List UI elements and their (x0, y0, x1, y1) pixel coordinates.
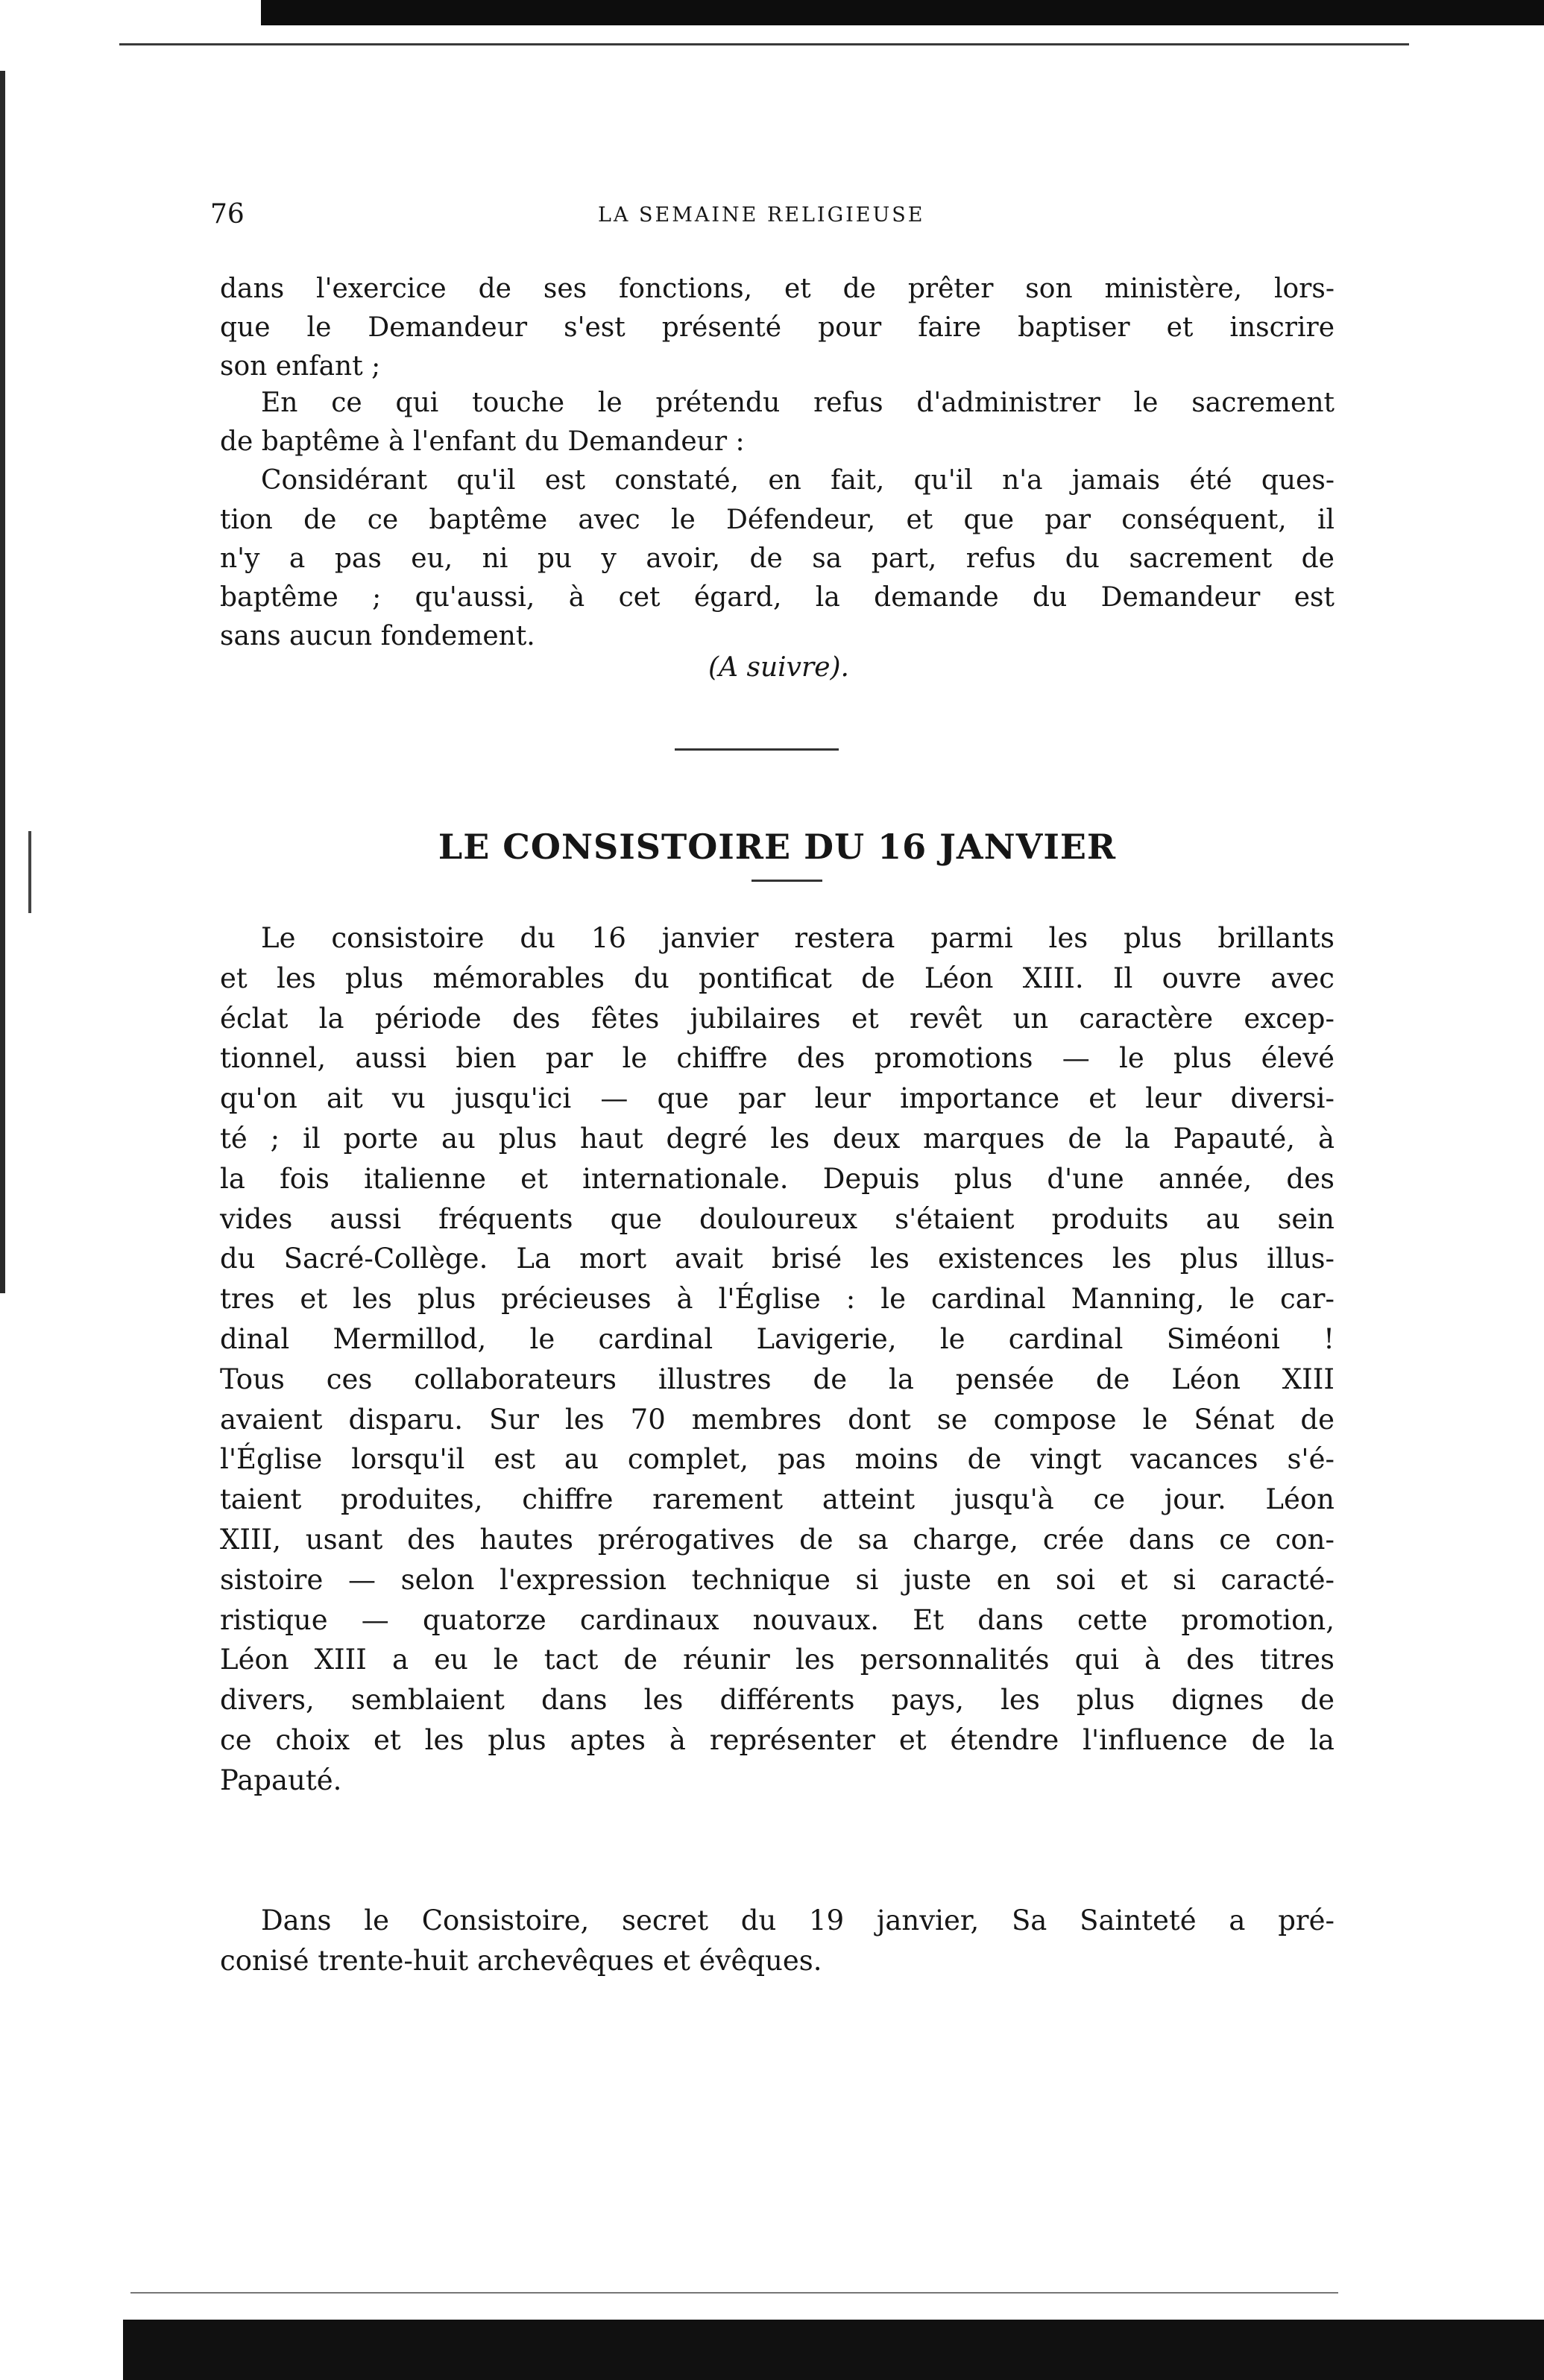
continuation-note: (A suivre). (708, 652, 849, 683)
text-line: tion de ce baptême avec le Défendeur, et que par conséquent, il (220, 504, 1335, 535)
section-divider (675, 748, 839, 751)
text-line: conisé trente-huit archevêques et évêques. (220, 1944, 822, 1977)
text-line: XIII, usant des hautes prérogatives de sa charge, crée dans ce con- (220, 1523, 1335, 1556)
text-line: n'y a pas eu, ni pu y avoir, de sa part, refus du sacrement de (220, 543, 1335, 574)
text-line: sans aucun fondement. (220, 621, 535, 652)
text-line: dans l'exercice de ses fonctions, et de prêter son ministère, lors- (220, 274, 1335, 304)
scan-mark-left (28, 831, 31, 913)
text-line: sistoire — selon l'expression technique si juste en soi et si caracté- (220, 1563, 1335, 1596)
text-line: ce choix et les plus aptes à représenter et étendre l'influence de la (220, 1723, 1335, 1756)
text-line: son enfant ; (220, 351, 381, 382)
text-line: dinal Mermillod, le cardinal Lavigerie, le cardinal Siméoni ! (220, 1322, 1335, 1355)
scan-border-top (261, 0, 1544, 25)
text-line: éclat la période des fêtes jubilaires et revêt un caractère excep- (220, 1002, 1335, 1035)
text-line: avaient disparu. Sur les 70 membres dont se compose le Sénat de (220, 1403, 1335, 1436)
scan-rule-top (119, 43, 1409, 45)
scan-border-bottom (123, 2320, 1544, 2380)
text-line: En ce qui touche le prétendu refus d'administrer le sacrement (261, 388, 1335, 418)
text-line: Tous ces collaborateurs illustres de la pensée de Léon XIII (220, 1363, 1335, 1395)
running-head (210, 200, 1329, 230)
text-line: Considérant qu'il est constaté, en fait, qu'il n'a jamais été ques- (261, 465, 1335, 496)
article2-paragraph-2 (220, 1901, 1335, 1981)
text-line: la fois italienne et internationale. Depuis plus d'une année, des (220, 1162, 1335, 1195)
scan-rule-bottom (130, 2292, 1338, 2294)
text-line: l'Église lorsqu'il est au complet, pas moins de vingt vacances s'é- (220, 1443, 1335, 1476)
text-line: vides aussi fréquents que douloureux s'étaient produits au sein (220, 1202, 1335, 1235)
text-line: Le consistoire du 16 janvier restera parmi les plus brillants (261, 922, 1335, 954)
text-line: du Sacré-Collège. La mort avait brisé les existences les plus illus- (220, 1243, 1335, 1275)
text-line: et les plus mémorables du pontificat de Léon XIII. Il ouvre avec (220, 962, 1335, 994)
text-line: ristique — quatorze cardinaux nouvaux. Et dans cette promotion, (220, 1603, 1335, 1636)
article-title: LE CONSISTOIRE DU 16 JANVIER (438, 827, 1117, 868)
text-line: Papauté. (220, 1764, 342, 1796)
page-number: 76 (210, 199, 245, 230)
text-line: Léon XIII a eu le tact de réunir les personnalités qui à des titres (220, 1644, 1335, 1676)
text-line: tres et les plus précieuses à l'Église : le cardinal Manning, le car- (220, 1283, 1335, 1316)
article1-paragraph-2 (220, 384, 1335, 656)
text-line: tionnel, aussi bien par le chiffre des promotions — le plus élevé (220, 1042, 1335, 1075)
text-line: Dans le Consistoire, secret du 19 janvier, Sa Sainteté a pré- (261, 1904, 1335, 1936)
text-line: baptême ; qu'aussi, à cet égard, la demande du Demandeur est (220, 582, 1335, 613)
journal-title: LA SEMAINE RELIGIEUSE (598, 203, 925, 227)
text-line: que le Demandeur s'est présenté pour faire baptiser et inscrire (220, 312, 1335, 344)
text-line: divers, semblaient dans les différents pays, les plus dignes de (220, 1684, 1335, 1717)
text-line: de baptême à l'enfant du Demandeur : (220, 426, 745, 458)
title-divider (751, 880, 822, 882)
article1-paragraph-1 (220, 270, 1335, 387)
text-line: té ; il porte au plus haut degré les deux marques de la Papauté, à (220, 1122, 1335, 1155)
article2-paragraph-1 (220, 918, 1335, 1801)
text-line: taient produites, chiffre rarement atteint jusqu'à ce jour. Léon (220, 1483, 1335, 1516)
text-line: qu'on ait vu jusqu'ici — que par leur importance et leur diversi- (220, 1082, 1335, 1115)
scan-border-left (0, 71, 5, 1293)
